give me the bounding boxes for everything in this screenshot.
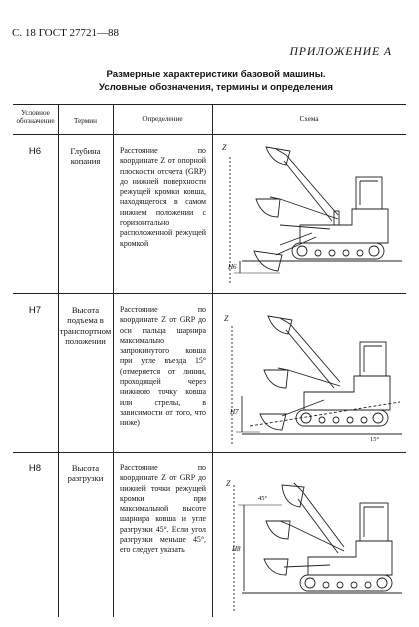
table-top-rule <box>13 104 406 105</box>
axis-label-z: Z <box>226 479 231 488</box>
scheme-diagram <box>220 455 406 617</box>
bucket <box>260 414 286 430</box>
angle-label: 15° <box>370 436 380 443</box>
track-wheels <box>301 413 383 423</box>
row-term: Глубина копания <box>70 146 101 167</box>
bucket <box>282 485 304 507</box>
appendix-label: ПРИЛОЖЕНИЕ А <box>289 46 392 58</box>
dimension-label: H7 <box>230 408 239 416</box>
machine-body <box>308 541 392 575</box>
bucket <box>256 199 280 217</box>
track <box>300 575 392 591</box>
column-divider <box>58 104 59 617</box>
dimension-label: H8 <box>232 545 241 553</box>
row-code: H6 <box>28 146 42 157</box>
row-code: H7 <box>28 305 42 316</box>
row-term: Высота разгрузки <box>67 463 104 484</box>
page-title <box>20 68 412 94</box>
row-definition: Расстояние по координате Z от GRP до нижней точки режущей кромки при максимальной высоте шарнира ковша и угле разгрузки 45°. Если угол разгрузки меньше 45°, его следует указать <box>120 463 206 555</box>
row-definition: Расстояние по координате Z от опорной плоскости отсчета (GRP) до нижней поверхности режущей кромки ковша, находящегося в самом нижнем положении с горизонтально расположенной режущей кромкой <box>120 146 206 248</box>
dimension-label: H6 <box>228 263 237 271</box>
angle-label: 45° <box>258 495 268 502</box>
track-wheels <box>305 578 387 588</box>
title-line-1: Размерные характеристики базовой машины. <box>106 69 326 80</box>
row-code: H8 <box>28 463 42 474</box>
boom <box>280 318 340 382</box>
axis-label-z: Z <box>222 143 227 152</box>
column-header-scheme: Схема <box>299 115 319 123</box>
scheme-diagram <box>220 137 406 290</box>
column-divider <box>212 104 213 617</box>
boom <box>276 149 338 215</box>
track <box>296 410 388 426</box>
row-separator <box>13 293 406 294</box>
row-term: Высота подъема в транспортном положении <box>59 305 112 346</box>
header-bottom-rule <box>13 134 406 135</box>
axis-label-z: Z <box>224 314 229 323</box>
bucket <box>264 370 288 388</box>
track <box>292 243 384 259</box>
row-definition: Расстояние по координате Z от GRP до оси пальца шарнира максимально запрокинутого ковша при угле въезда 15° (отмеряется от линии, проходящей через нижнюю точку ковша или стрелы, в зависимости от того, что ниже) <box>120 305 206 428</box>
title-line-2: Условные обозначения, термины и определения <box>99 82 333 93</box>
column-divider <box>113 104 114 617</box>
boom <box>294 483 344 547</box>
column-header-code: Условное обозначение <box>16 109 55 125</box>
machine-body <box>304 376 390 410</box>
scheme-diagram <box>220 296 406 450</box>
row-separator <box>13 452 406 453</box>
bucket <box>268 316 292 334</box>
page-header: С. 18 ГОСТ 27721—88 <box>12 27 120 39</box>
column-header-definition: Определение <box>142 115 183 123</box>
track-wheels <box>297 246 379 256</box>
column-header-term: Термин <box>73 117 98 125</box>
